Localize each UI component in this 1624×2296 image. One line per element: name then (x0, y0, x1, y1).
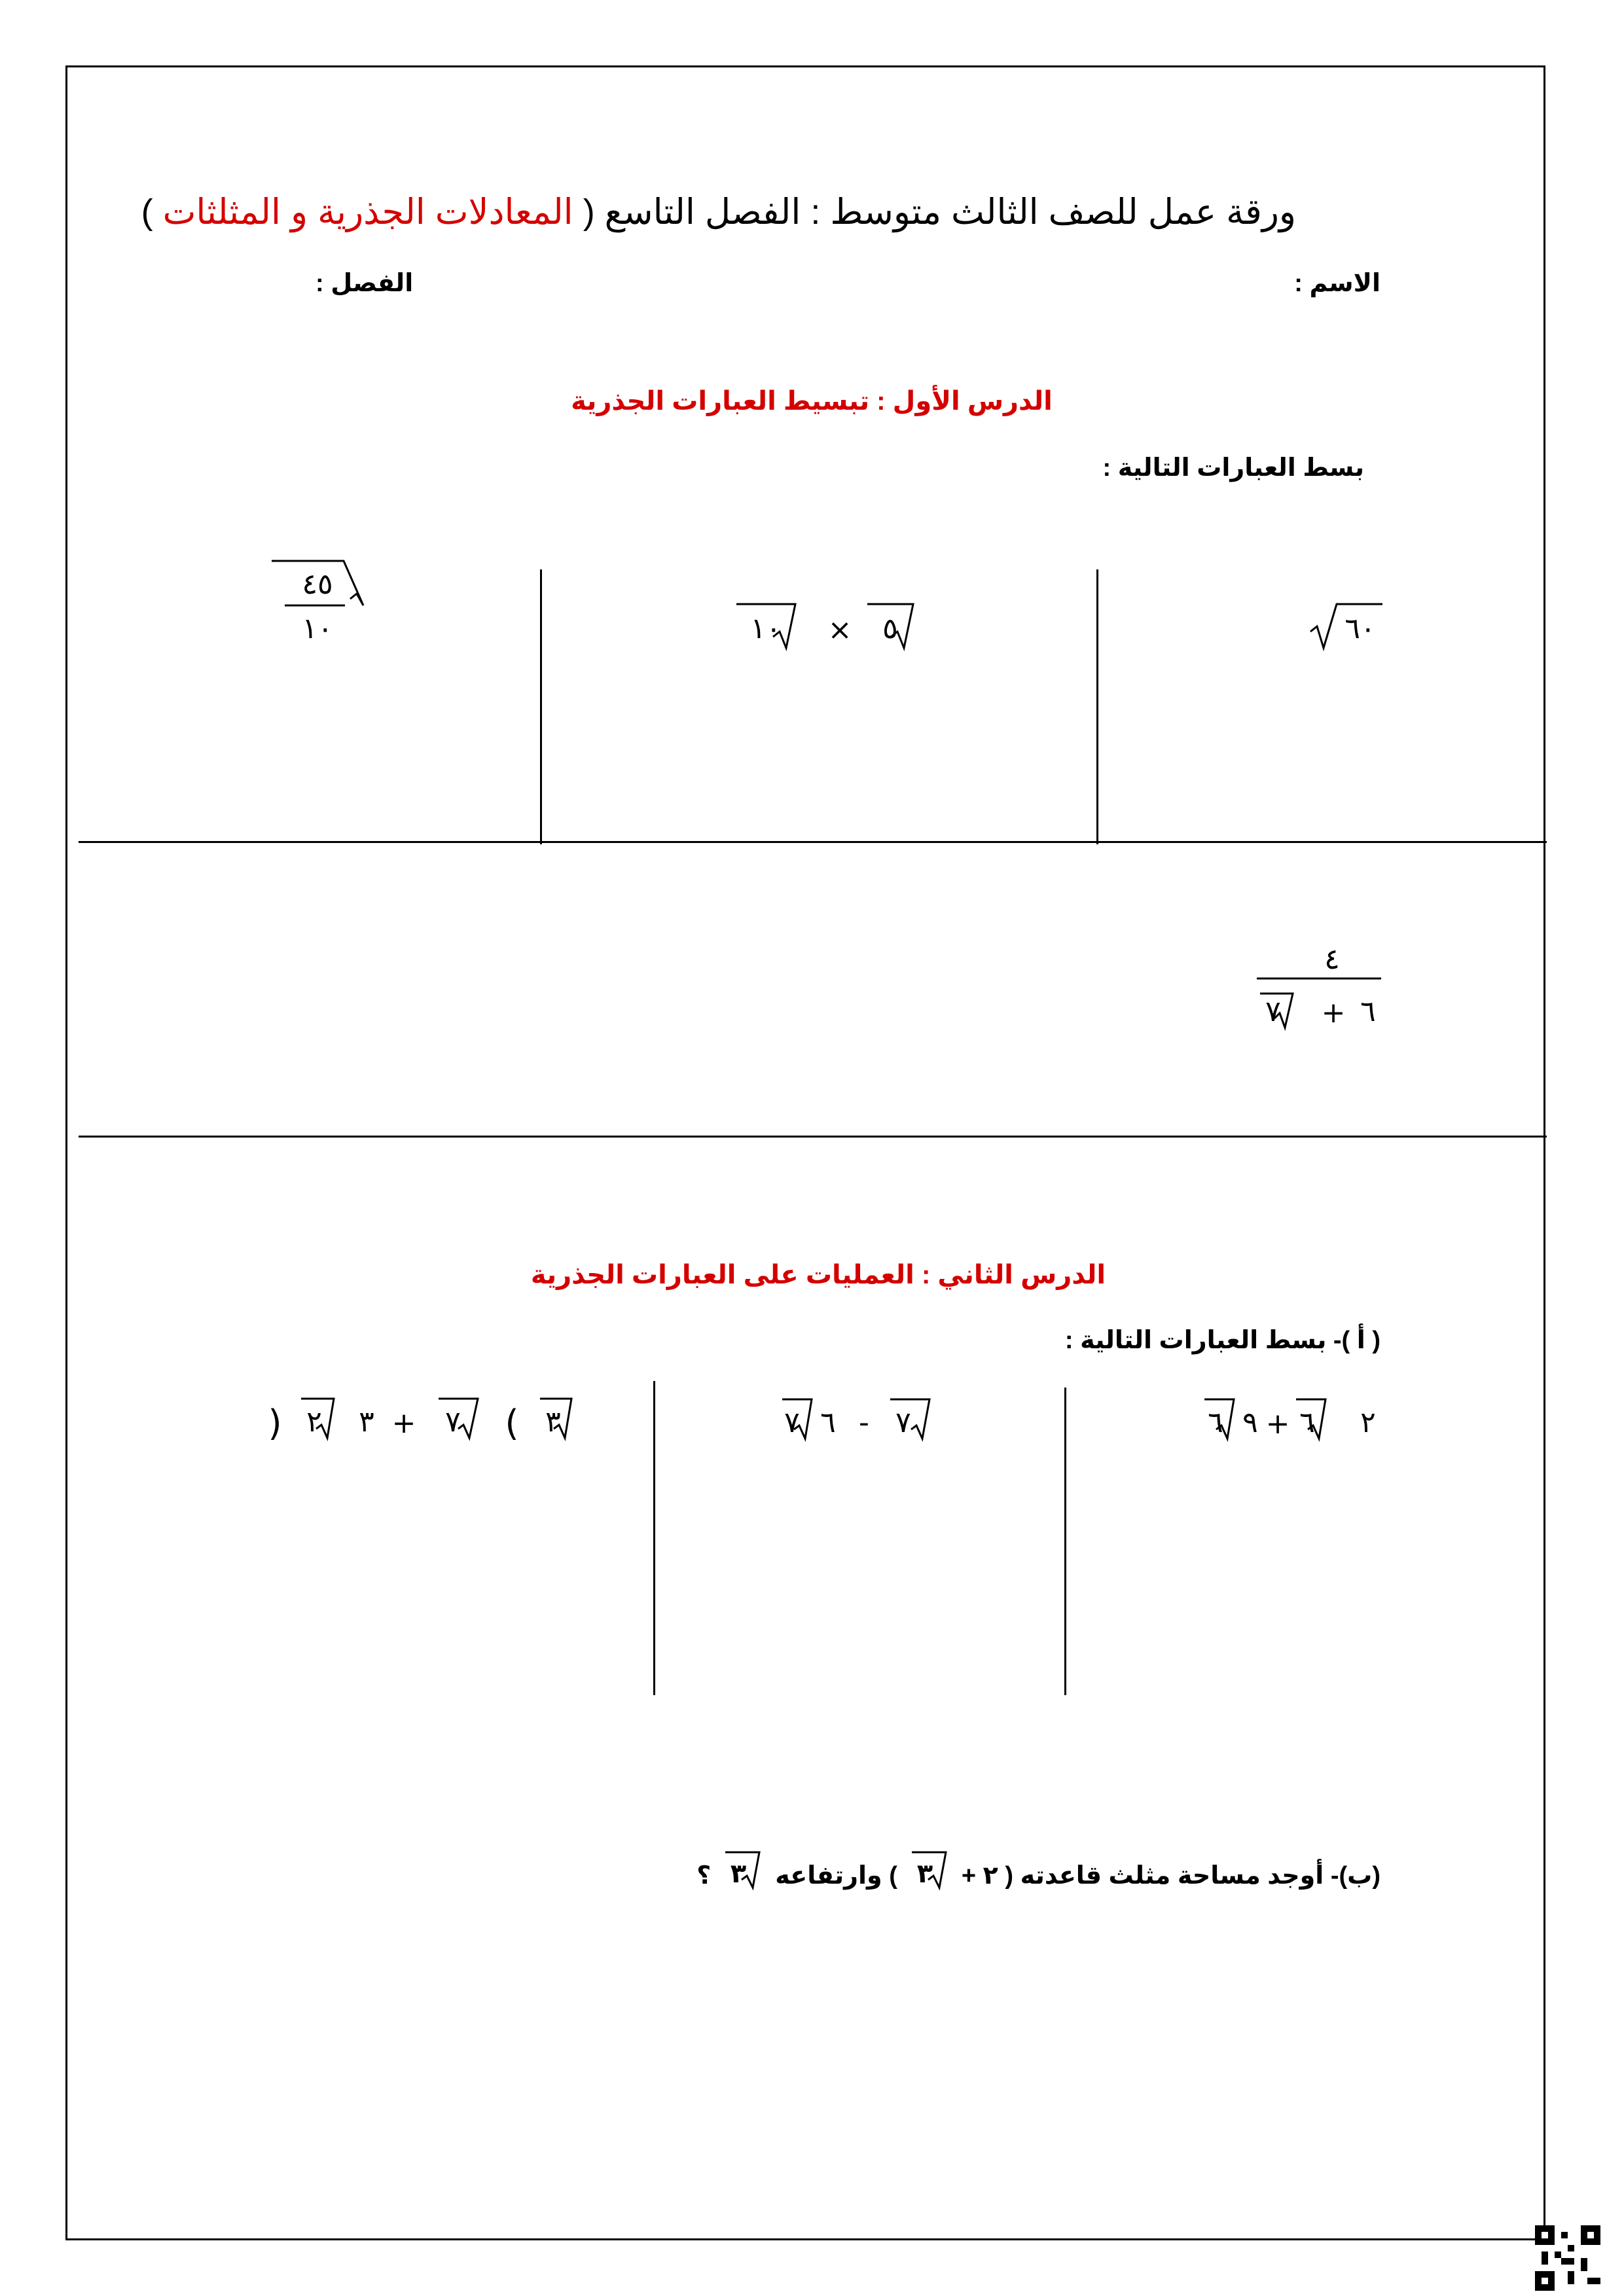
expr-sqrt10-times-sqrt5 (730, 592, 933, 651)
numerator-4: ٤ (1324, 942, 1340, 976)
close-paren: ) (268, 1403, 282, 1444)
part-b-sqrt3-second (720, 1844, 766, 1890)
part-a-instruction: ( أ )- بسط العبارات التالية : (1064, 1327, 1380, 1354)
part-b-end: ؟ (696, 1862, 712, 1890)
minus-operator: - (859, 1406, 869, 1439)
coef-3: ٣ (359, 1405, 374, 1439)
column-divider (1096, 569, 1098, 844)
coef-6: ٦ (820, 1406, 836, 1439)
column-divider (653, 1381, 655, 1695)
expr-4-over-6-plus-sqrt7 (1247, 936, 1391, 1041)
title-topic: المعادلات الجذرية و المثلثات (162, 192, 573, 232)
open-paren: ( (505, 1403, 519, 1444)
expr-sqrt-60 (1303, 592, 1388, 651)
column-divider (1064, 1388, 1066, 1695)
coef-2: ٢ (1360, 1406, 1376, 1439)
radicand-10: ١٠ (750, 612, 782, 645)
coef-9: ٩ (1242, 1406, 1258, 1439)
expr-sqrt-45-over-10 (265, 553, 386, 664)
radicand-7-second: ٧ (895, 1406, 911, 1439)
radicand-3: ٣ (545, 1405, 561, 1439)
class-label: الفصل : (316, 270, 414, 297)
constant-6: ٦ (1360, 995, 1376, 1028)
radicand-60: ٦٠ (1344, 612, 1376, 645)
expr-sqrt3-times-bracket (259, 1384, 599, 1450)
row-divider (79, 1136, 1547, 1138)
part-b-middle: ) وارتفاعه (775, 1862, 897, 1890)
part-b-rad1: ٣ (916, 1859, 933, 1889)
plus-operator: + (1265, 1407, 1290, 1441)
title-close: ) (141, 192, 153, 232)
radicand-6-first: ٦ (1208, 1406, 1223, 1439)
plus-operator: + (391, 1407, 416, 1440)
radicand-2: ٢ (306, 1405, 322, 1439)
row-divider (79, 841, 1547, 843)
denominator-10: ١٠ (302, 612, 333, 645)
worksheet-title (141, 191, 1296, 232)
expr-2sqrt6-plus-9sqrt6 (1191, 1388, 1388, 1446)
times-operator: × (827, 613, 852, 647)
part-b-prefix: (ب)- أوجد مساحة مثلث قاعدته ( ٢ + (961, 1862, 1380, 1890)
qr-code-icon (1535, 2225, 1600, 2291)
radicand-5: ٥ (882, 612, 898, 645)
lesson2-heading: الدرس الثاني : العمليات على العبارات الجذرية (530, 1261, 1106, 1289)
column-divider (540, 569, 542, 844)
plus-operator: + (1321, 996, 1346, 1030)
radicand-7: ٧ (1265, 995, 1281, 1028)
expr-sqrt7-minus-6sqrt7 (776, 1388, 952, 1446)
part-b-question (696, 1844, 1380, 1890)
title-main: ورقة عمل للصف الثالث متوسط : الفصل التاسع ( (583, 192, 1296, 232)
radicand-7-first: ٧ (784, 1406, 800, 1439)
part-b-rad2: ٣ (731, 1859, 747, 1889)
lesson1-instruction: بسط العبارات التالية : (1102, 454, 1364, 482)
name-label: الاسم : (1294, 270, 1380, 297)
numerator-45: ٤٥ (302, 567, 333, 601)
radicand-6-second: ٦ (1299, 1406, 1315, 1439)
lesson1-heading: الدرس الأول : تبسيط العبارات الجذرية (571, 387, 1053, 416)
radicand-7: ٧ (445, 1405, 461, 1439)
part-b-sqrt3-first (907, 1844, 952, 1890)
